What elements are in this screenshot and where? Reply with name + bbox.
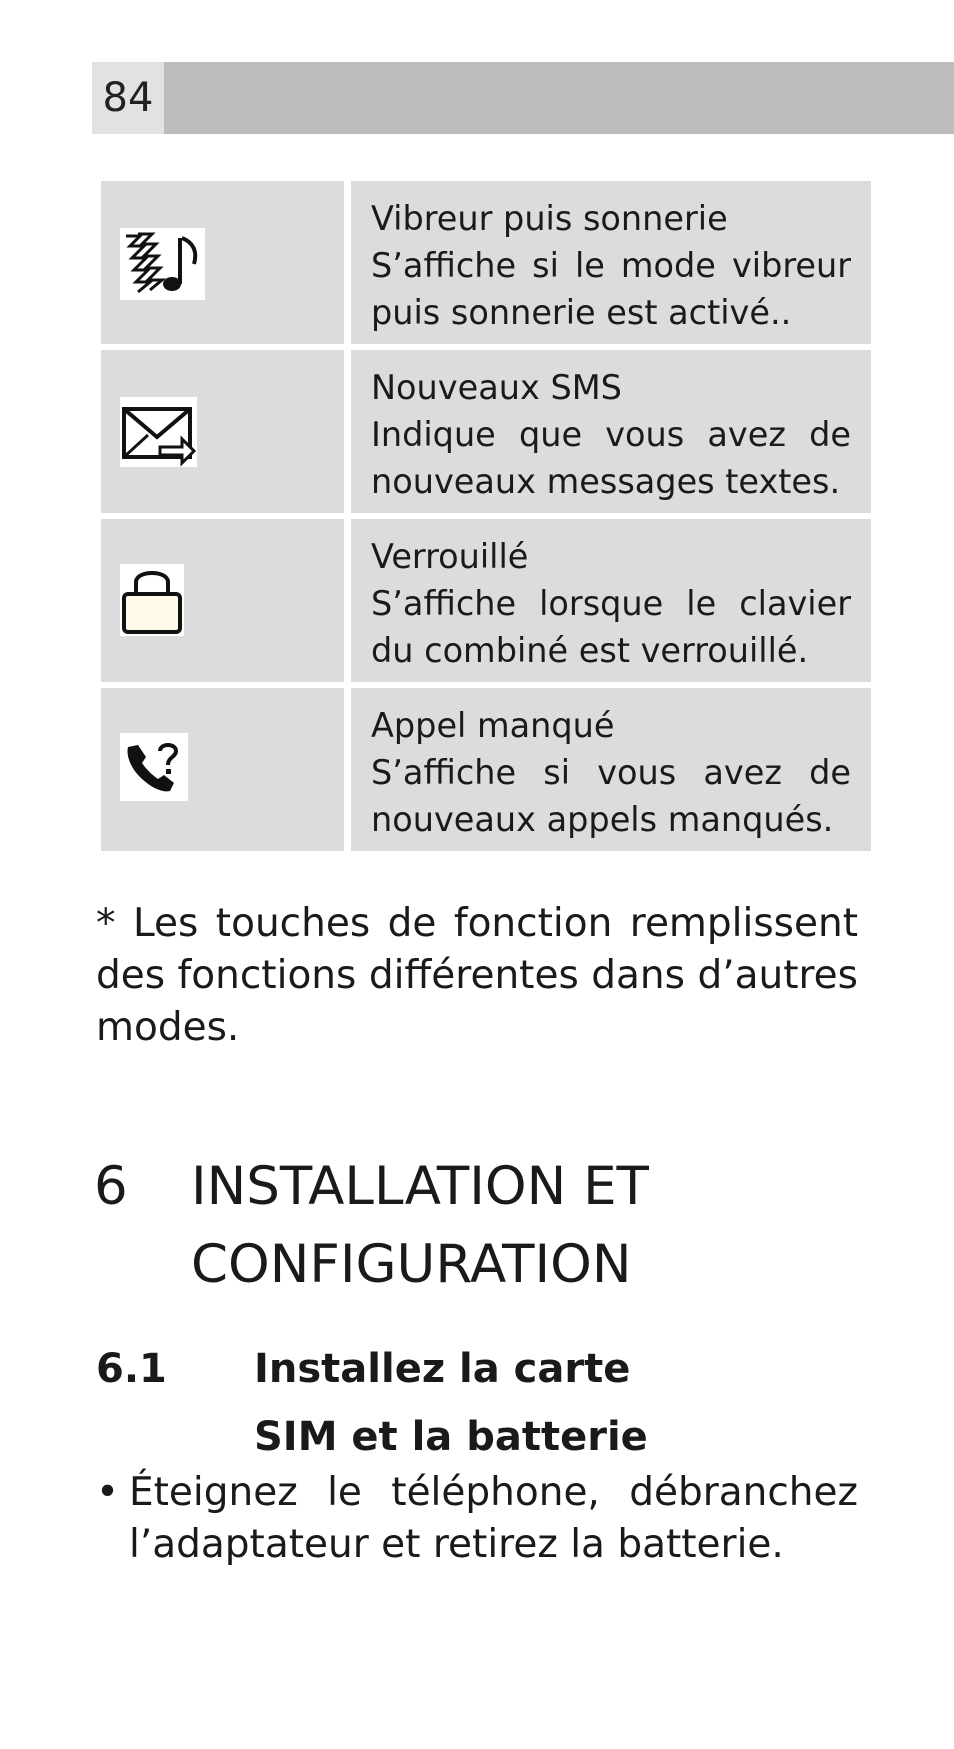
chapter-number: 6 xyxy=(94,1156,128,1217)
bullet-text: Éteignez le téléphone, débranchez l’adaptateur et retirez la batterie. xyxy=(129,1470,858,1567)
status-description: S’affiche si le mode vibreur puis sonnerie est activé.. xyxy=(371,246,851,332)
status-title: Appel manqué xyxy=(371,706,615,745)
status-description: S’affiche si vous avez de nouveaux appels manqués. xyxy=(371,753,851,839)
chapter-title: INSTALLATION ET CONFIGURATION xyxy=(191,1156,649,1295)
page-number: 84 xyxy=(92,62,164,134)
table-row xyxy=(101,181,871,344)
status-title: Vibreur puis sonnerie xyxy=(371,199,728,238)
table-row xyxy=(101,519,871,682)
icon-cell xyxy=(101,519,344,682)
icon-cell xyxy=(101,688,344,851)
description-cell xyxy=(351,181,871,344)
icon-cell xyxy=(101,350,344,513)
footnote: * Les touches de fonction remplissent des fonctions différentes dans d’autres modes. xyxy=(96,901,858,1050)
description-cell xyxy=(351,688,871,851)
icon-cell xyxy=(101,181,344,344)
status-description: S’affiche lorsque le clavier du combiné est verrouillé. xyxy=(371,584,851,670)
status-title: Verrouillé xyxy=(371,537,529,576)
new-sms-envelope-icon xyxy=(120,397,197,467)
vibrate-then-ring-icon xyxy=(120,228,205,300)
table-row xyxy=(101,688,871,851)
description-cell xyxy=(351,519,871,682)
status-description: Indique que vous avez de nouveaux messages textes. xyxy=(371,415,851,501)
missed-call-icon xyxy=(120,733,188,801)
table-row xyxy=(101,350,871,513)
description-cell xyxy=(351,350,871,513)
section-number: 6.1 xyxy=(96,1346,167,1392)
padlock-icon xyxy=(120,564,184,636)
bullet-marker: • xyxy=(96,1470,120,1515)
status-title: Nouveaux SMS xyxy=(371,368,622,407)
page-header-bar xyxy=(92,62,954,134)
section-title: Installez la carte SIM et la batterie xyxy=(254,1346,648,1460)
